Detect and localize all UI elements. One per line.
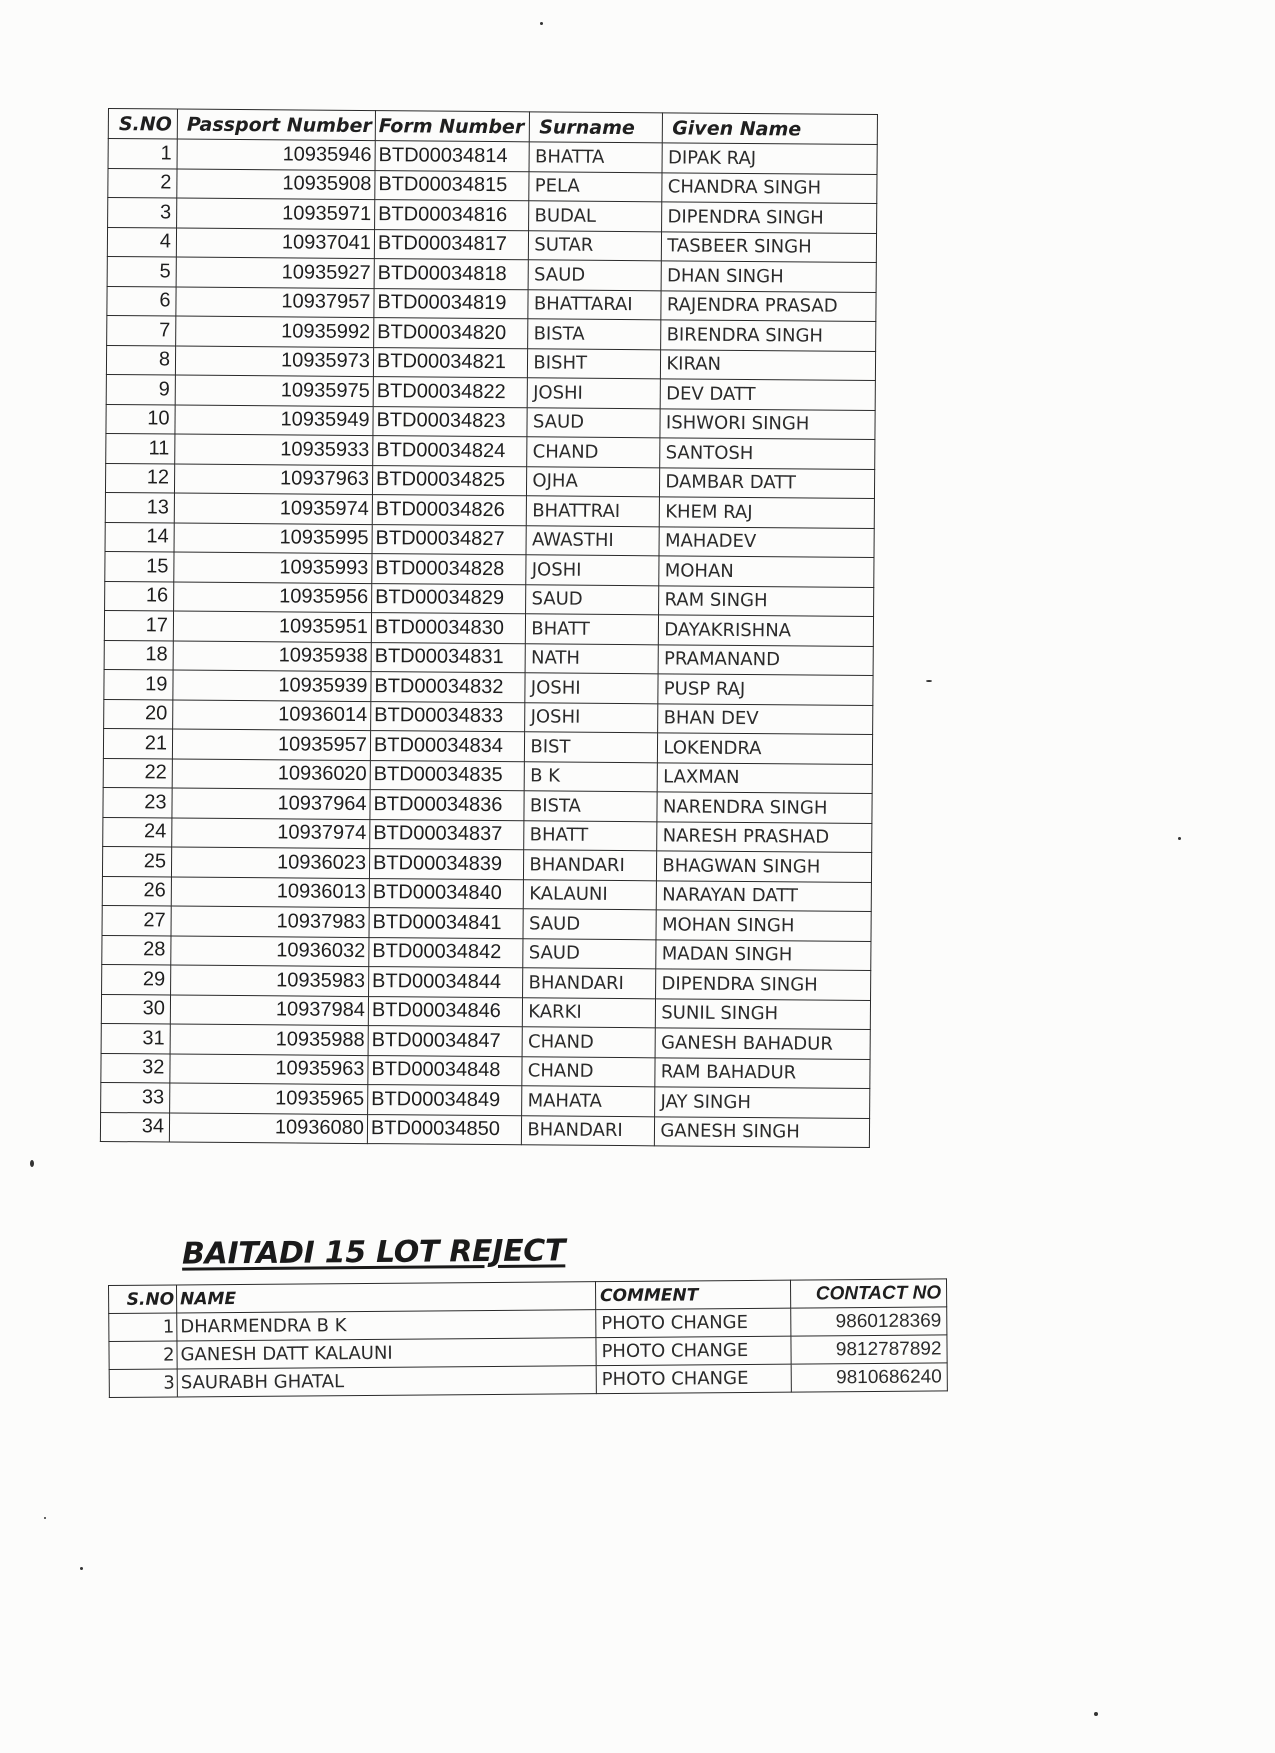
cell-given-name: BHAGWAN SINGH — [657, 851, 872, 882]
cell-surname: BISTA — [524, 791, 657, 822]
cell-passport-number: 10937957 — [176, 287, 374, 318]
cell-passport-number: 10935975 — [175, 375, 373, 406]
cell-given-name: NARENDRA SINGH — [657, 792, 872, 823]
cell-surname: BISHT — [528, 348, 661, 379]
cell-sno: 28 — [102, 935, 171, 965]
cell-given-name: DIPENDRA SINGH — [656, 969, 871, 1000]
cell-sno: 22 — [103, 758, 172, 788]
reject-cell-sno: 1 — [109, 1313, 177, 1342]
cell-given-name: BHAN DEV — [658, 703, 873, 734]
cell-sno: 16 — [105, 581, 174, 611]
cell-sno: 14 — [105, 522, 174, 552]
reject-header-sno: S.NO — [109, 1285, 177, 1314]
header-surname: Surname — [530, 112, 663, 143]
reject-cell-comment: PHOTO CHANGE — [596, 1336, 791, 1366]
cell-passport-number: 10935983 — [171, 965, 369, 996]
cell-form-number: BTD00034840 — [369, 878, 524, 909]
cell-surname: KALAUNI — [524, 879, 657, 910]
cell-given-name: MOHAN SINGH — [656, 910, 871, 941]
cell-form-number: BTD00034844 — [368, 967, 523, 998]
cell-passport-number: 10937974 — [172, 818, 370, 849]
cell-form-number: BTD00034822 — [373, 377, 528, 408]
cell-form-number: BTD00034834 — [370, 731, 525, 762]
cell-given-name: CHANDRA SINGH — [662, 172, 877, 203]
cell-given-name: LAXMAN — [658, 762, 873, 793]
cell-given-name: PRAMANAND — [658, 644, 873, 675]
cell-form-number: BTD00034830 — [371, 613, 526, 644]
cell-sno: 10 — [106, 404, 175, 434]
cell-surname: BHATTARAI — [528, 289, 661, 320]
cell-surname: CHAND — [522, 1027, 655, 1058]
scan-speck — [44, 1517, 46, 1519]
cell-form-number: BTD00034835 — [370, 760, 525, 791]
cell-sno: 29 — [102, 964, 171, 994]
cell-sno: 12 — [105, 463, 174, 493]
reject-section-heading: BAITADI 15 LOT REJECT — [181, 1233, 566, 1272]
cell-sno: 8 — [106, 345, 175, 375]
cell-surname: SAUD — [527, 407, 660, 438]
cell-sno: 13 — [105, 492, 174, 522]
cell-passport-number: 10935908 — [177, 169, 375, 200]
cell-form-number: BTD00034824 — [373, 436, 528, 467]
cell-sno: 15 — [105, 551, 174, 581]
reject-cell-contact-no: 9860128369 — [791, 1307, 947, 1336]
passport-table-body — [100, 139, 877, 1148]
cell-passport-number: 10937983 — [171, 906, 369, 937]
cell-form-number: BTD00034846 — [368, 996, 523, 1027]
cell-sno: 27 — [102, 905, 171, 935]
cell-passport-number: 10935927 — [176, 257, 374, 288]
cell-given-name: RAM SINGH — [659, 585, 874, 616]
cell-surname: SAUD — [528, 260, 661, 291]
cell-surname: BHANDARI — [522, 1115, 655, 1146]
cell-surname: SAUD — [523, 909, 656, 940]
cell-given-name: DIPENDRA SINGH — [662, 202, 877, 233]
cell-surname: BHATT — [524, 820, 657, 851]
cell-surname: JOSHI — [525, 702, 658, 733]
cell-sno: 5 — [107, 256, 176, 286]
cell-form-number: BTD00034831 — [371, 642, 526, 673]
cell-surname: BUDAL — [529, 201, 662, 232]
cell-passport-number: 10935992 — [176, 316, 374, 347]
reject-cell-sno: 3 — [109, 1369, 177, 1398]
scan-speck — [1094, 1712, 1098, 1716]
cell-surname: JOSHI — [528, 378, 661, 409]
cell-passport-number: 10935957 — [172, 729, 370, 760]
reject-cell-sno: 2 — [109, 1341, 177, 1370]
cell-form-number: BTD00034825 — [372, 465, 527, 496]
cell-form-number: BTD00034847 — [368, 1026, 523, 1057]
scan-speck — [80, 1567, 83, 1570]
header-form-number: Form Number — [375, 111, 530, 142]
cell-sno: 9 — [106, 374, 175, 404]
cell-passport-number: 10936014 — [173, 700, 371, 731]
cell-given-name: JAY SINGH — [655, 1087, 870, 1118]
cell-given-name: LOKENDRA — [658, 733, 873, 764]
table-row — [100, 1112, 870, 1148]
cell-form-number: BTD00034841 — [369, 908, 524, 939]
cell-passport-number: 10935993 — [174, 552, 372, 583]
cell-given-name: KHEM RAJ — [660, 497, 875, 528]
cell-sno: 24 — [103, 817, 172, 847]
cell-surname: BHATTA — [529, 142, 662, 173]
cell-surname: MAHATA — [522, 1086, 655, 1117]
cell-form-number: BTD00034836 — [370, 790, 525, 821]
table-row — [109, 1363, 947, 1398]
cell-surname: CHAND — [527, 437, 660, 468]
reject-cell-contact-no: 9810686240 — [791, 1363, 947, 1392]
cell-passport-number: 10937041 — [176, 228, 374, 259]
cell-sno: 26 — [102, 876, 171, 906]
cell-given-name: NARAYAN DATT — [657, 880, 872, 911]
cell-sno: 4 — [107, 227, 176, 257]
cell-surname: NATH — [525, 643, 658, 674]
cell-surname: BIST — [525, 732, 658, 763]
cell-surname: BHANDARI — [524, 850, 657, 881]
cell-given-name: RAJENDRA PRASAD — [661, 290, 876, 321]
cell-given-name: MAHADEV — [659, 526, 874, 557]
cell-passport-number: 10935956 — [174, 582, 372, 613]
cell-given-name: RAM BAHADUR — [655, 1057, 870, 1088]
cell-passport-number: 10935963 — [170, 1054, 368, 1085]
cell-sno: 3 — [108, 198, 177, 228]
cell-passport-number: 10936023 — [171, 847, 369, 878]
reject-header-contact-no: CONTACT NO — [790, 1279, 946, 1308]
cell-form-number: BTD00034828 — [372, 554, 527, 585]
cell-given-name: ISHWORI SINGH — [660, 408, 875, 439]
cell-sno: 25 — [102, 846, 171, 876]
reject-header-name: NAME — [177, 1282, 596, 1313]
cell-sno: 2 — [108, 168, 177, 198]
cell-surname: PELA — [529, 171, 662, 202]
reject-table — [108, 1278, 948, 1398]
cell-form-number: BTD00034850 — [367, 1114, 522, 1145]
header-sno: S.NO — [108, 109, 177, 140]
cell-surname: BISTA — [528, 319, 661, 350]
cell-passport-number: 10935973 — [175, 346, 373, 377]
cell-passport-number: 10935988 — [170, 1024, 368, 1055]
cell-surname: SAUD — [526, 584, 659, 615]
cell-passport-number: 10935946 — [177, 139, 375, 170]
cell-surname: SUTAR — [529, 230, 662, 261]
cell-form-number: BTD00034816 — [375, 200, 530, 231]
cell-given-name: DIPAK RAJ — [662, 143, 877, 174]
cell-sno: 23 — [103, 787, 172, 817]
cell-passport-number: 10935933 — [175, 434, 373, 465]
cell-sno: 17 — [104, 610, 173, 640]
cell-surname: KARKI — [523, 997, 656, 1028]
cell-passport-number: 10936020 — [172, 759, 370, 790]
cell-form-number: BTD00034819 — [374, 288, 529, 319]
cell-form-number: BTD00034820 — [374, 318, 529, 349]
cell-passport-number: 10937963 — [174, 464, 372, 495]
cell-given-name: SANTOSH — [660, 438, 875, 469]
cell-form-number: BTD00034815 — [375, 170, 530, 201]
cell-passport-number: 10937964 — [172, 788, 370, 819]
cell-form-number: BTD00034829 — [371, 583, 526, 614]
cell-surname: BHATT — [526, 614, 659, 645]
cell-given-name: GANESH SINGH — [655, 1116, 870, 1147]
cell-sno: 7 — [107, 315, 176, 345]
cell-passport-number: 10935974 — [174, 493, 372, 524]
reject-header-comment: COMMENT — [595, 1280, 790, 1310]
cell-given-name: DHAN SINGH — [661, 261, 876, 292]
cell-passport-number: 10937984 — [170, 995, 368, 1026]
cell-given-name: BIRENDRA SINGH — [661, 320, 876, 351]
cell-given-name: PUSP RAJ — [658, 674, 873, 705]
cell-form-number: BTD00034817 — [374, 229, 529, 260]
cell-passport-number: 10935938 — [173, 641, 371, 672]
cell-sno: 32 — [101, 1053, 170, 1083]
cell-form-number: BTD00034826 — [372, 495, 527, 526]
cell-form-number: BTD00034839 — [369, 849, 524, 880]
cell-surname: OJHA — [527, 466, 660, 497]
cell-form-number: BTD00034823 — [373, 406, 528, 437]
cell-form-number: BTD00034833 — [371, 701, 526, 732]
reject-cell-comment: PHOTO CHANGE — [596, 1364, 791, 1394]
cell-passport-number: 10936032 — [171, 936, 369, 967]
cell-sno: 30 — [101, 994, 170, 1024]
scan-speck — [926, 680, 932, 682]
cell-passport-number: 10935939 — [173, 670, 371, 701]
cell-surname: AWASTHI — [526, 525, 659, 556]
cell-sno: 11 — [106, 433, 175, 463]
cell-form-number: BTD00034848 — [368, 1055, 523, 1086]
cell-given-name: DAMBAR DATT — [660, 467, 875, 498]
cell-passport-number: 10935971 — [177, 198, 375, 229]
reject-cell-name: GANESH DATT KALAUNI — [177, 1338, 596, 1369]
cell-passport-number: 10935965 — [170, 1083, 368, 1114]
cell-surname: CHAND — [522, 1056, 655, 1087]
cell-surname: B K — [525, 761, 658, 792]
cell-surname: JOSHI — [525, 673, 658, 704]
cell-passport-number: 10935951 — [173, 611, 371, 642]
header-passport-number: Passport Number — [177, 109, 375, 141]
cell-passport-number: 10936013 — [171, 877, 369, 908]
cell-surname: BHANDARI — [523, 968, 656, 999]
scan-speck — [30, 1160, 34, 1167]
cell-given-name: NARESH PRASHAD — [657, 821, 872, 852]
reject-cell-name: SAURABH GHATAL — [177, 1366, 596, 1397]
cell-given-name: KIRAN — [661, 349, 876, 380]
cell-form-number: BTD00034832 — [371, 672, 526, 703]
reject-table-body — [109, 1307, 948, 1398]
cell-form-number: BTD00034842 — [369, 937, 524, 968]
cell-sno: 33 — [101, 1082, 170, 1112]
cell-passport-number: 10935995 — [174, 523, 372, 554]
cell-passport-number: 10935949 — [175, 405, 373, 436]
cell-sno: 19 — [104, 669, 173, 699]
reject-cell-name: DHARMENDRA B K — [177, 1310, 596, 1341]
cell-sno: 21 — [103, 728, 172, 758]
cell-given-name: DAYAKRISHNA — [659, 615, 874, 646]
scan-speck — [1178, 837, 1181, 840]
cell-surname: SAUD — [523, 938, 656, 969]
cell-given-name: DEV DATT — [661, 379, 876, 410]
cell-surname: BHATTRAI — [527, 496, 660, 527]
cell-passport-number: 10936080 — [169, 1113, 367, 1144]
cell-sno: 18 — [104, 640, 173, 670]
cell-form-number: BTD00034821 — [373, 347, 528, 378]
cell-form-number: BTD00034814 — [375, 141, 530, 172]
cell-form-number: BTD00034849 — [368, 1085, 523, 1116]
passport-table — [100, 108, 878, 1148]
cell-sno: 31 — [101, 1023, 170, 1053]
cell-given-name: MADAN SINGH — [656, 939, 871, 970]
header-given-name: Given Name — [663, 113, 878, 145]
cell-given-name: MOHAN — [659, 556, 874, 587]
cell-sno: 20 — [104, 699, 173, 729]
cell-form-number: BTD00034818 — [374, 259, 529, 290]
cell-form-number: BTD00034827 — [372, 524, 527, 555]
reject-cell-contact-no: 9812787892 — [791, 1335, 947, 1364]
cell-sno: 34 — [100, 1112, 169, 1142]
cell-surname: JOSHI — [526, 555, 659, 586]
cell-given-name: TASBEER SINGH — [662, 231, 877, 262]
reject-cell-comment: PHOTO CHANGE — [596, 1308, 791, 1338]
cell-given-name: GANESH BAHADUR — [655, 1028, 870, 1059]
scan-speck — [540, 22, 543, 25]
cell-sno: 1 — [108, 139, 177, 169]
cell-sno: 6 — [107, 286, 176, 316]
cell-form-number: BTD00034837 — [370, 819, 525, 850]
cell-given-name: SUNIL SINGH — [656, 998, 871, 1029]
